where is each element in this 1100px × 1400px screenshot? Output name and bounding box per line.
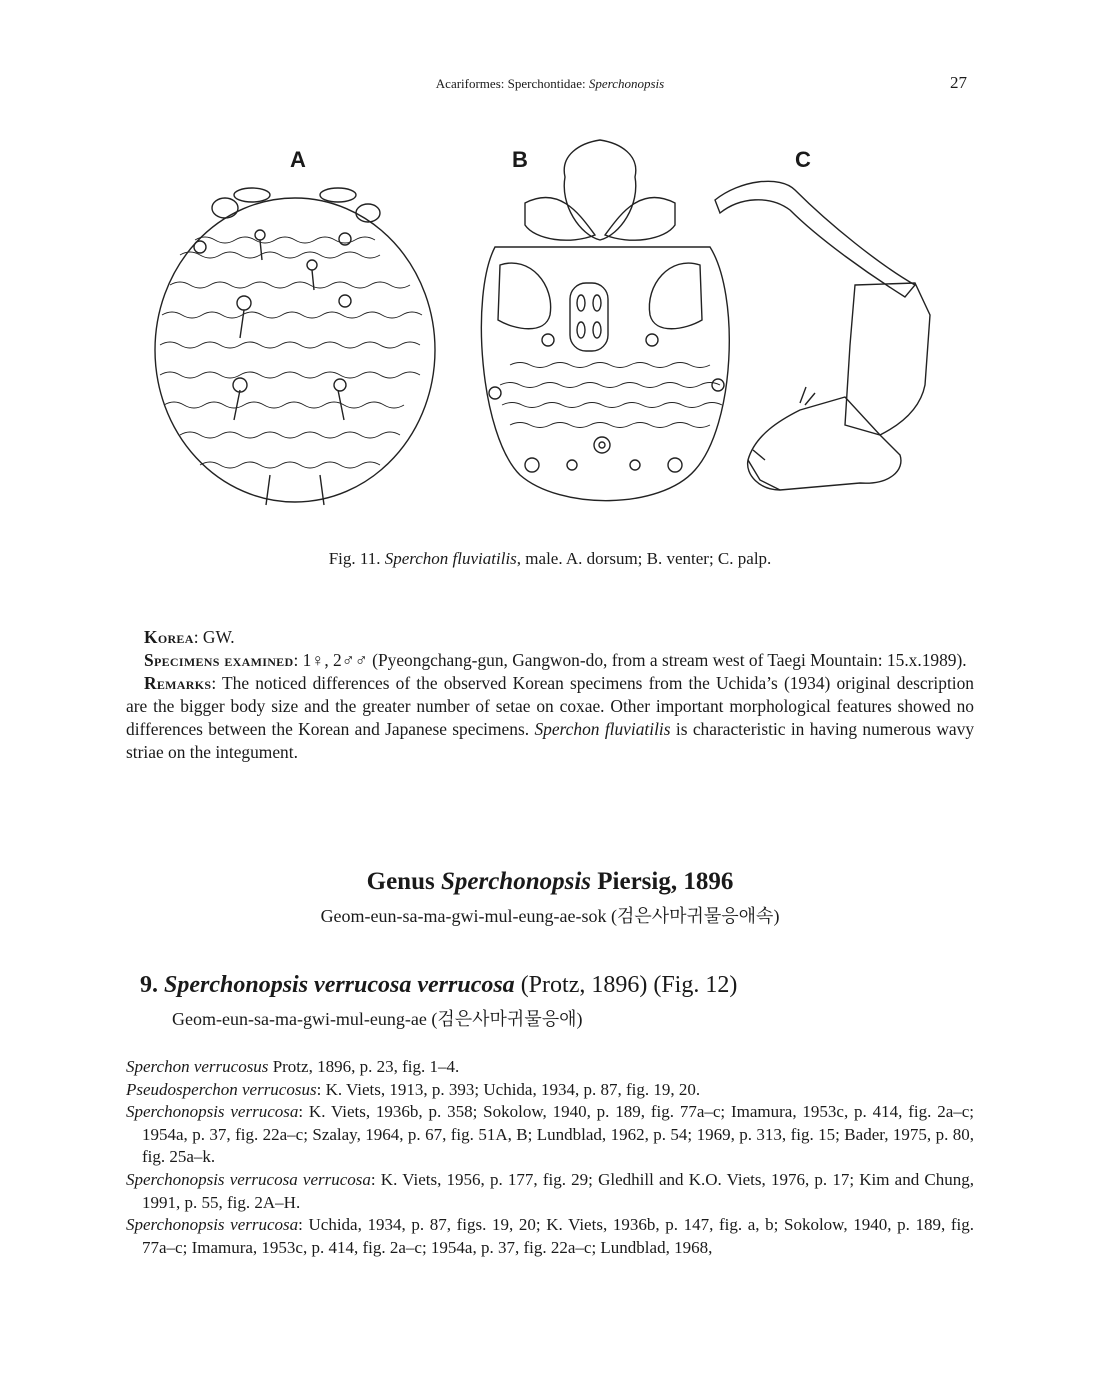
specimens-label: Specimens examined — [144, 650, 294, 670]
remarks-tail: is characteristic in having numerous wavy striae on the integument. — [126, 719, 975, 762]
synonymy-entry — [126, 1079, 974, 1102]
panel-label-a: A — [290, 147, 306, 172]
species-number: 9. — [140, 972, 164, 998]
figure-11 — [140, 135, 970, 510]
genus-name: Sperchonopsis — [440, 868, 592, 895]
synonymy-taxon: Sperchon verrucosus — [126, 1057, 269, 1076]
remarks-species: Sperchon fluviatilis — [534, 719, 671, 739]
caption-species: Sperchon fluviatilis — [384, 549, 517, 568]
genus-heading-block — [0, 868, 1100, 928]
panel-label-c: C — [795, 147, 811, 172]
specimens-paragraph — [126, 649, 974, 672]
records-section — [126, 626, 974, 764]
panel-label-b: B — [512, 147, 528, 172]
remarks-paragraph — [126, 672, 974, 764]
genus-title — [0, 868, 1100, 896]
korea-paragraph — [126, 626, 974, 649]
korea-value: : GW. — [193, 627, 235, 647]
genus-prefix: Genus — [366, 868, 441, 895]
korea-label: Korea — [144, 627, 194, 647]
synonymy-text: : K. Viets, 1936b, p. 358; Sokolow, 1940, p. 189, fig. 77a–c; Imamura, 1953c, p. 414, fig. 2a–c; 1954a, p. 37, fig. 22a–c; Szalay, 1964, p. 67, fig. 51A, B; Lundblad, 1962, p. 54; 1969, p. 313, fig. 15; Bader, 1975, p. 80, fig. 25a–k. — [142, 1102, 975, 1167]
species-title — [140, 972, 1000, 999]
running-head-genus: Sperchonopsis — [588, 76, 665, 91]
synonymy-entry — [126, 1214, 974, 1259]
dorsum-drawing — [155, 188, 435, 505]
synonymy-entry — [126, 1101, 974, 1169]
synonymy-text: : K. Viets, 1913, p. 393; Uchida, 1934, p. 87, fig. 19, 20. — [316, 1079, 701, 1099]
synonymy-list — [126, 1056, 974, 1259]
synonymy-text: : K. Viets, 1956, p. 177, fig. 29; Gledhill and K.O. Viets, 1976, p. 17; Kim and Chung, 1991, p. 55, fig. 2A–H. — [142, 1169, 974, 1212]
running-head-text: Acariformes: Sperchontidae: — [435, 76, 589, 91]
figure-caption — [0, 549, 1100, 569]
synonymy-entry — [126, 1056, 974, 1079]
synonymy-taxon: Pseudosperchon verrucosus — [126, 1079, 317, 1099]
genus-author: Piersig, 1896 — [591, 868, 734, 895]
species-heading-block — [140, 972, 1000, 1031]
synonymy-text: : Uchida, 1934, p. 87, figs. 19, 20; K. Viets, 1936b, p. 147, fig. a, b; Sokolow, 1940, p. 189, fig. 77a–c; Imamura, 1953c, p. 414, fig. 2a–c; 1954a, p. 37, fig. 22a–c; Lundblad, 1968, — [142, 1215, 975, 1257]
specimens-value: : 1♀, 2♂♂ (Pyeongchang-gun, Gangwon-do, from a stream west of Taegi Mountain: 15.x.1989). — [293, 650, 967, 670]
genus-korean-name: Geom-eun-sa-ma-gwi-mul-eung-ae-sok (검은사마귀물응애속) — [320, 906, 780, 926]
synonymy-taxon: Sperchonopsis verrucosa — [126, 1102, 299, 1122]
synonymy-text: Protz, 1896, p. 23, fig. 1–4. — [268, 1057, 460, 1076]
venter-drawing — [481, 140, 729, 501]
page-number: 27 — [950, 73, 967, 92]
remarks-value: : The noticed differences of the observed Korean specimens from the Uchida’s (1934) original description are the bigger body size and the greater number of setae on coxae. Other important morphological features showed no differences between the Korean and Japanese specimens. — [126, 673, 974, 739]
caption-rest: , male. A. dorsum; B. venter; C. palp. — [516, 549, 772, 568]
synonymy-taxon: Sperchonopsis verrucosa verrucosa — [126, 1169, 371, 1189]
figure-drawings — [140, 135, 970, 510]
synonymy-taxon: Sperchonopsis verrucosa — [126, 1215, 299, 1235]
remarks-label: Remarks — [144, 673, 212, 693]
running-head — [0, 76, 1100, 92]
species-author: (Protz, 1896) (Fig. 12) — [514, 972, 738, 998]
palp-drawing — [715, 181, 930, 490]
synonymy-entry — [126, 1169, 974, 1214]
species-name: Sperchonopsis verrucosa verrucosa — [164, 972, 515, 998]
caption-prefix: Fig. 11. — [328, 549, 381, 568]
species-korean-name: Geom-eun-sa-ma-gwi-mul-eung-ae (검은사마귀물응애) — [172, 1009, 583, 1029]
